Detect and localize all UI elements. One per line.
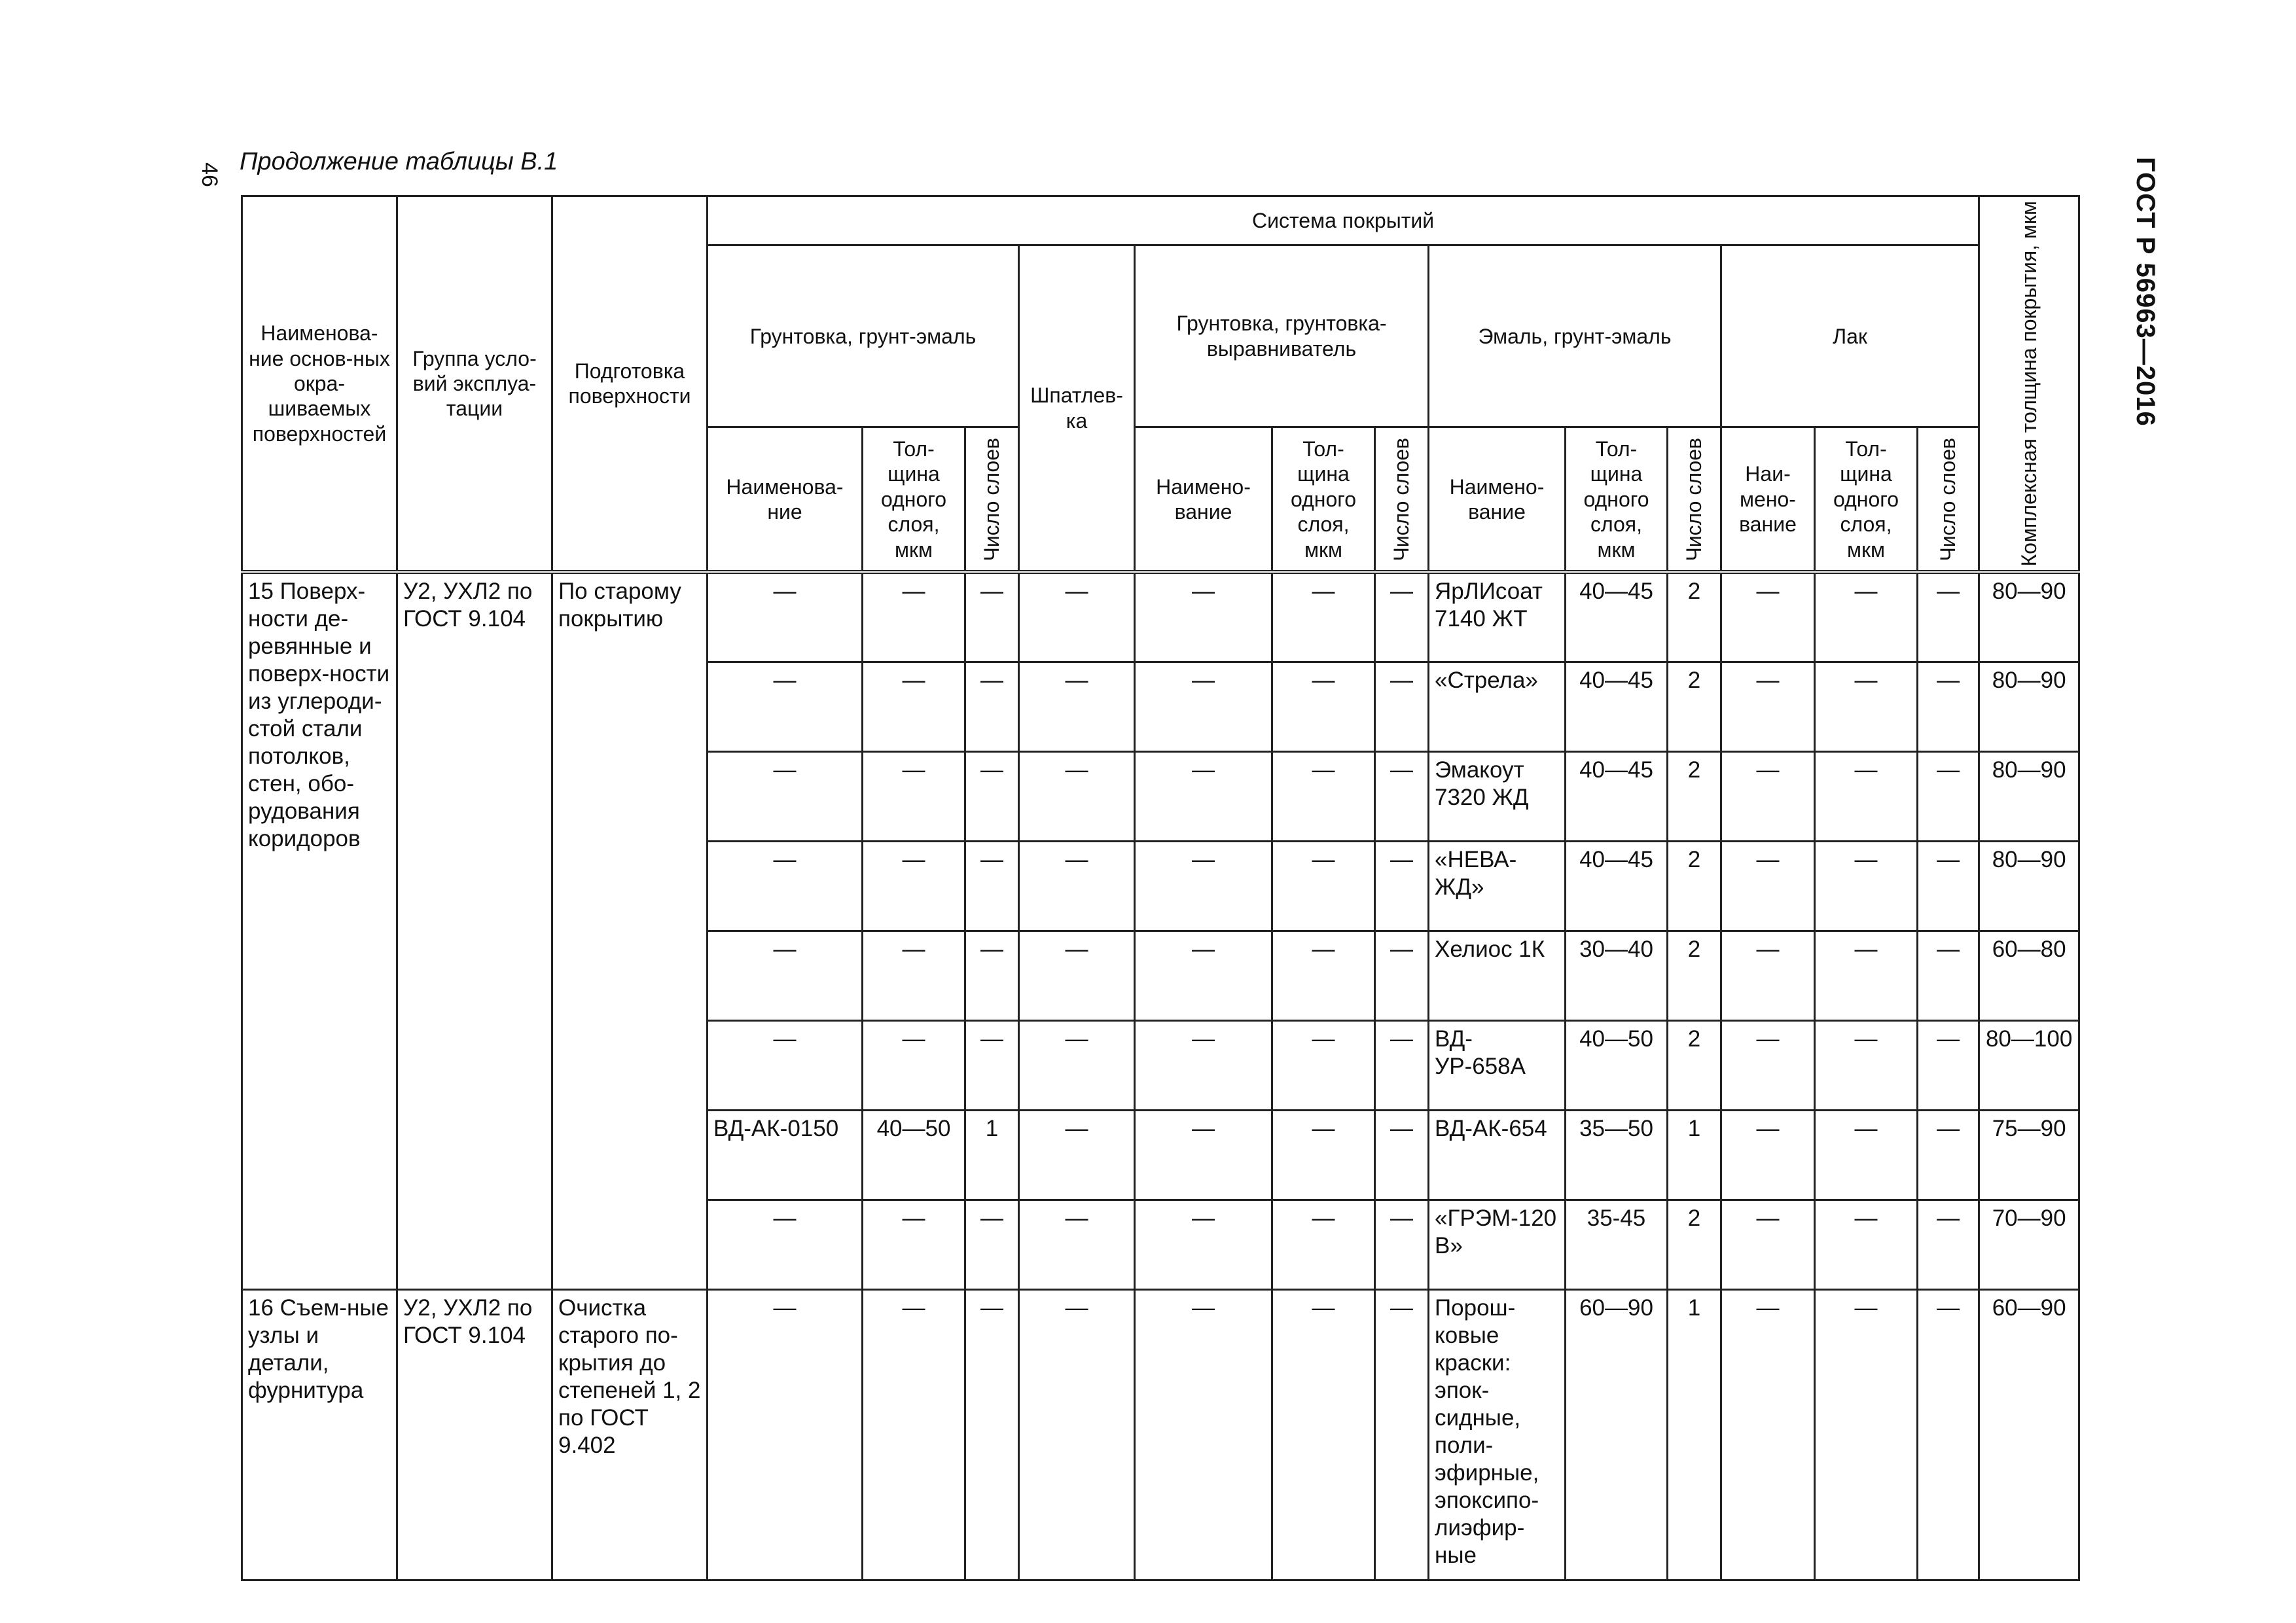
leveler-layers-label: Число слоев bbox=[1390, 437, 1414, 562]
table-cell: «Стрела» bbox=[1429, 662, 1566, 751]
table-cell: — bbox=[863, 841, 965, 931]
cell-group: У2, УХЛ2 по ГОСТ 9.104 bbox=[397, 572, 552, 1289]
table-cell: — bbox=[1375, 1110, 1429, 1200]
table-cell: 40—45 bbox=[1566, 572, 1668, 662]
table-cell: — bbox=[1135, 1289, 1272, 1580]
col-enamel-layers bbox=[1668, 427, 1721, 573]
table-cell: — bbox=[1815, 572, 1918, 662]
col-primer-name: Наименова-ние bbox=[708, 427, 863, 573]
col-leveler-layers bbox=[1375, 427, 1429, 573]
standard-code: ГОСТ Р 56963—2016 bbox=[2131, 157, 2160, 427]
table-cell: 30—40 bbox=[1566, 931, 1668, 1020]
table-cell: — bbox=[1135, 662, 1272, 751]
table-cell: — bbox=[965, 1289, 1019, 1580]
table-cell: — bbox=[1019, 662, 1135, 751]
table-cell: — bbox=[965, 1200, 1019, 1289]
table-cell: 40—45 bbox=[1566, 841, 1668, 931]
table-cell: — bbox=[1815, 1020, 1918, 1110]
table-cell: — bbox=[863, 1289, 965, 1580]
table-cell: — bbox=[1918, 572, 1979, 662]
col-leveler-name: Наимено-вание bbox=[1135, 427, 1272, 573]
table-cell: — bbox=[1375, 572, 1429, 662]
cell-prep: Очистка старого по-крытия до степеней 1, 2 по ГОСТ 9.402 bbox=[552, 1289, 708, 1580]
table-cell: — bbox=[1272, 841, 1375, 931]
table-cell: — bbox=[1019, 1289, 1135, 1580]
table-cell: — bbox=[1721, 1020, 1815, 1110]
table-cell: 2 bbox=[1668, 572, 1721, 662]
table-cell: — bbox=[1918, 841, 1979, 931]
table-cell: — bbox=[965, 841, 1019, 931]
table-cell: ВД-УР-658А bbox=[1429, 1020, 1566, 1110]
col-varnish: Лак bbox=[1721, 245, 1979, 427]
col-total-thickness bbox=[1979, 196, 2079, 573]
col-primer: Грунтовка, грунт-эмаль bbox=[708, 245, 1019, 427]
table-cell: 80—90 bbox=[1979, 841, 2079, 931]
table-cell: — bbox=[1135, 1110, 1272, 1200]
table-cell: — bbox=[1721, 572, 1815, 662]
table-cell: — bbox=[1918, 931, 1979, 1020]
table-cell: — bbox=[708, 931, 863, 1020]
table-row bbox=[242, 572, 2079, 662]
table-cell: — bbox=[965, 1020, 1019, 1110]
table-cell: — bbox=[1375, 931, 1429, 1020]
table-cell: — bbox=[1135, 751, 1272, 841]
table-cell: — bbox=[863, 1020, 965, 1110]
table-cell: — bbox=[1272, 751, 1375, 841]
table-cell: — bbox=[965, 931, 1019, 1020]
table-cell: 75—90 bbox=[1979, 1110, 2079, 1200]
table-cell: — bbox=[1375, 662, 1429, 751]
table-cell: 80—90 bbox=[1979, 572, 2079, 662]
table-cell: — bbox=[708, 1200, 863, 1289]
table-cell: ЯрЛИсоат 7140 ЖТ bbox=[1429, 572, 1566, 662]
table-cell: — bbox=[1815, 662, 1918, 751]
table-cell: «ГРЭМ-120 В» bbox=[1429, 1200, 1566, 1289]
table-cell: 70—90 bbox=[1979, 1200, 2079, 1289]
table-cell: ВД-АК-654 bbox=[1429, 1110, 1566, 1200]
table-cell: — bbox=[863, 1200, 965, 1289]
table-cell: — bbox=[1272, 931, 1375, 1020]
table-cell: — bbox=[1918, 1110, 1979, 1200]
table-cell: — bbox=[1019, 1110, 1135, 1200]
table-cell: — bbox=[708, 751, 863, 841]
table-cell: — bbox=[1815, 931, 1918, 1020]
table-cell: — bbox=[708, 841, 863, 931]
table-cell: — bbox=[1721, 931, 1815, 1020]
table-cell: — bbox=[708, 1289, 863, 1580]
table-cell: — bbox=[1918, 751, 1979, 841]
table-cell: — bbox=[1375, 1289, 1429, 1580]
table-cell: — bbox=[1019, 572, 1135, 662]
table-cell: — bbox=[1721, 1200, 1815, 1289]
table-cell: — bbox=[1815, 841, 1918, 931]
table-cell: 60—80 bbox=[1979, 931, 2079, 1020]
col-primer-thickness: Тол-щина одного слоя, мкм bbox=[863, 427, 965, 573]
table-cell: — bbox=[1272, 572, 1375, 662]
table-cell: — bbox=[708, 1020, 863, 1110]
table-cell: — bbox=[965, 662, 1019, 751]
table-cell: — bbox=[1918, 1020, 1979, 1110]
table-cell: 80—100 bbox=[1979, 1020, 2079, 1110]
table-cell: Эмакоут 7320 ЖД bbox=[1429, 751, 1566, 841]
table-cell: — bbox=[965, 572, 1019, 662]
cell-prep: По старому покрытию bbox=[552, 572, 708, 1289]
cell-name: 16 Съем-ные узлы и детали, фурнитура bbox=[242, 1289, 397, 1580]
table-cell: — bbox=[1135, 841, 1272, 931]
table-cell: — bbox=[1272, 1110, 1375, 1200]
table-cell: 40—45 bbox=[1566, 751, 1668, 841]
table-cell: — bbox=[1019, 841, 1135, 931]
page-number: 46 bbox=[197, 162, 222, 187]
table-cell: 2 bbox=[1668, 841, 1721, 931]
primer-layers-label: Число слоев bbox=[980, 437, 1004, 562]
table-cell: Хелиос 1К bbox=[1429, 931, 1566, 1020]
table-cell: — bbox=[1272, 1200, 1375, 1289]
table-cell: — bbox=[1815, 1289, 1918, 1580]
table-cell: — bbox=[1019, 1200, 1135, 1289]
table-cell: — bbox=[1375, 751, 1429, 841]
col-primer-leveler: Грунтовка, грунтовка-выравниватель bbox=[1135, 245, 1429, 427]
table-cell: 35—50 bbox=[1566, 1110, 1668, 1200]
table-cell: 2 bbox=[1668, 931, 1721, 1020]
table-cell: 80—90 bbox=[1979, 751, 2079, 841]
table-cell: — bbox=[708, 662, 863, 751]
table-cell: — bbox=[1019, 751, 1135, 841]
table-cell: 2 bbox=[1668, 662, 1721, 751]
col-enamel: Эмаль, грунт-эмаль bbox=[1429, 245, 1721, 427]
table-cell: — bbox=[863, 662, 965, 751]
col-operating-group: Группа усло-вий эксплуа-тации bbox=[397, 196, 552, 573]
table-cell: — bbox=[1375, 1020, 1429, 1110]
table-cell: — bbox=[1721, 1289, 1815, 1580]
table-cell: — bbox=[1135, 1020, 1272, 1110]
table-cell: — bbox=[1721, 1110, 1815, 1200]
table-cell: 2 bbox=[1668, 1200, 1721, 1289]
col-primer-layers bbox=[965, 427, 1019, 573]
table-cell: 1 bbox=[1668, 1289, 1721, 1580]
col-varnish-thickness: Тол-щина одного слоя, мкм bbox=[1815, 427, 1918, 573]
total-thickness-label: Комплексная толщина покрытия, мкм bbox=[2017, 201, 2041, 567]
table-cell: — bbox=[965, 751, 1019, 841]
table-cell: 40—50 bbox=[863, 1110, 965, 1200]
table-cell: — bbox=[1918, 1200, 1979, 1289]
col-leveler-thickness: Тол-щина одного слоя, мкм bbox=[1272, 427, 1375, 573]
table-row bbox=[242, 1289, 2079, 1580]
table-cell: — bbox=[1721, 751, 1815, 841]
col-enamel-name: Наимено-вание bbox=[1429, 427, 1566, 573]
table-cell: — bbox=[1815, 1200, 1918, 1289]
table-cell: — bbox=[1375, 1200, 1429, 1289]
table-cell: — bbox=[1815, 1110, 1918, 1200]
col-varnish-layers bbox=[1918, 427, 1979, 573]
col-coating-system: Система покрытий bbox=[708, 196, 1979, 245]
table-cell: 35-45 bbox=[1566, 1200, 1668, 1289]
table-cell: 2 bbox=[1668, 1020, 1721, 1110]
table-cell: «НЕВА-ЖД» bbox=[1429, 841, 1566, 931]
table-body bbox=[242, 572, 2079, 1580]
table-cell: 1 bbox=[1668, 1110, 1721, 1200]
table-cell: — bbox=[1019, 1020, 1135, 1110]
table-caption: Продолжение таблицы В.1 bbox=[240, 148, 558, 175]
col-putty: Шпатлев-ка bbox=[1019, 245, 1135, 573]
table-cell: — bbox=[863, 572, 965, 662]
table-cell: — bbox=[1135, 572, 1272, 662]
table-cell: — bbox=[1918, 1289, 1979, 1580]
table-cell: — bbox=[863, 751, 965, 841]
table-cell: Порош-ковые краски: эпок-сидные, поли-эфирные, эпоксипо-лиэфир-ные bbox=[1429, 1289, 1566, 1580]
table-cell: — bbox=[1272, 1020, 1375, 1110]
table-cell: — bbox=[1019, 931, 1135, 1020]
table-cell: 60—90 bbox=[1979, 1289, 2079, 1580]
table-cell: — bbox=[1272, 662, 1375, 751]
cell-group: У2, УХЛ2 по ГОСТ 9.104 bbox=[397, 1289, 552, 1580]
table-cell: — bbox=[708, 572, 863, 662]
col-surface-name: Наименова-ние основ-ных окра-шиваемых поверхностей bbox=[242, 196, 397, 573]
table-cell: — bbox=[1135, 931, 1272, 1020]
table-cell: — bbox=[1721, 841, 1815, 931]
table-cell: 2 bbox=[1668, 751, 1721, 841]
table-cell: — bbox=[1375, 841, 1429, 931]
table-cell: — bbox=[1815, 751, 1918, 841]
table-cell: 1 bbox=[965, 1110, 1019, 1200]
table-cell: ВД-АК-0150 bbox=[708, 1110, 863, 1200]
enamel-layers-label: Число слоев bbox=[1682, 437, 1706, 562]
table-cell: — bbox=[863, 931, 965, 1020]
col-surface-prep: Подготовка поверхности bbox=[552, 196, 708, 573]
table-header bbox=[242, 196, 2079, 573]
table-cell: 40—45 bbox=[1566, 662, 1668, 751]
col-enamel-thickness: Тол-щина одного слоя, мкм bbox=[1566, 427, 1668, 573]
varnish-layers-label: Число слоев bbox=[1936, 437, 1960, 562]
coating-table bbox=[241, 195, 2080, 1581]
table-cell: — bbox=[1721, 662, 1815, 751]
table-cell: — bbox=[1272, 1289, 1375, 1580]
table-cell: 40—50 bbox=[1566, 1020, 1668, 1110]
table-cell: — bbox=[1918, 662, 1979, 751]
table-cell: 60—90 bbox=[1566, 1289, 1668, 1580]
table-cell: 80—90 bbox=[1979, 662, 2079, 751]
col-varnish-name: Наи-мено-вание bbox=[1721, 427, 1815, 573]
cell-name: 15 Поверх-ности де-ревянные и поверх-ности из углероди-стой стали потолков, стен, обо-рудования коридоров bbox=[242, 572, 397, 1289]
table-cell: — bbox=[1135, 1200, 1272, 1289]
